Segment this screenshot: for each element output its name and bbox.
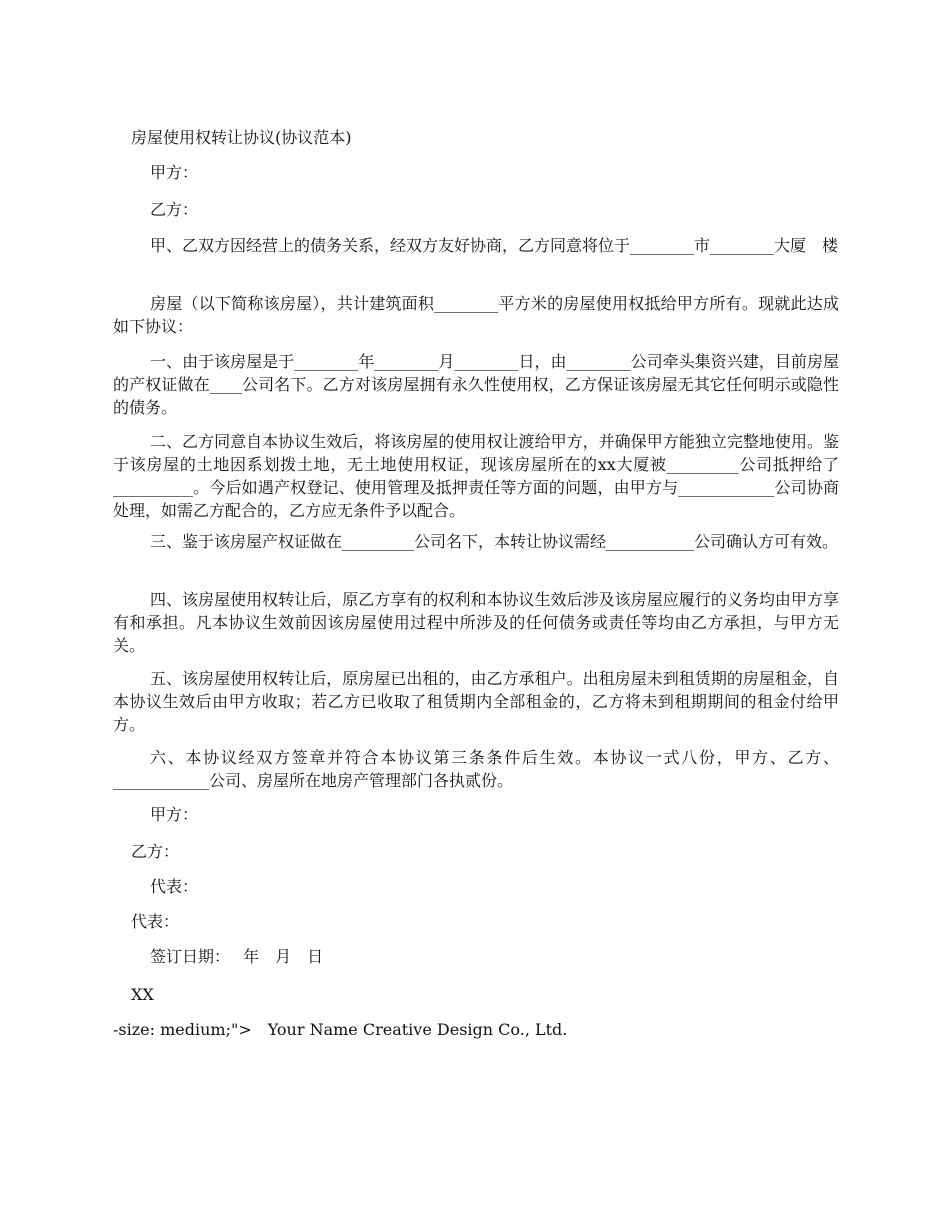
party-b-label: 乙方： [150,200,199,219]
clause-six: 六、本协议经双方签章并符合本协议第三条条件后生效。本协议一式八份，甲方、乙方、____________公司、房屋所在地房产管理部门各执贰份。 [113,748,839,790]
clause-four: 四、该房屋使用权转让后，原乙方享有的权利和本协议生效后涉及该房屋应履行的义务均由甲方享有和承担。凡本协议生效前因该房屋使用过程中所涉及的任何债务或责任等均由乙方承担，与甲方无关。 [113,590,839,655]
clause-three: 三、鉴于该房屋产权证做在_________公司名下，本转让协议需经___________公司确认方可有效。 [150,532,839,551]
representative-a: 代表： [150,877,199,896]
paragraph-intro: 甲、乙双方因经营上的债务关系，经双方友好协商，乙方同意将位于________市________大厦 楼 [150,236,839,255]
document-title: 房屋使用权转让协议(协议范本) [131,128,352,147]
party-a-label: 甲方： [150,163,199,182]
footer-text: -size: medium;"> Your Name Creative Design Co., Ltd. [113,1020,568,1039]
signing-date: 签订日期： 年 月 日 [150,947,324,966]
representative-b: 代表： [131,912,180,931]
paragraph-property: 房屋（以下简称该房屋），共计建筑面积________平方米的房屋使用权抵给甲方所有。现就此达成如下协议： [113,294,839,336]
signature-party-b: 乙方： [131,842,180,861]
clause-two: 二、乙方同意自本协议生效后，将该房屋的使用权让渡给甲方，并确保甲方能独立完整地使用。鉴于该房屋的土地因系划拨土地，无土地使用权证，现该房屋所在的xx大厦被_________公司抵押给了__________。今后如遇产权登记、使用管理及抵押责任等方面的问题，由甲方与____________公司协商处理，如需乙方配合的，乙方应无条件予以配合。 [113,432,839,520]
xx-mark: XX [131,985,154,1004]
clause-five: 五、该房屋使用权转让后，原房屋已出租的，由乙方承租户。出租房屋未到租赁期的房屋租金，自本协议生效后由甲方收取；若乙方已收取了租赁期内全部租金的，乙方将未到租期期间的租金付给甲方。 [113,669,839,734]
clause-one: 一、由于该房屋是于________年________月________日，由________公司牵头集资兴建，目前房屋的产权证做在____公司名下。乙方对该房屋拥有永久性使用权，乙方保证该房屋无其它任何明示或隐性的债务。 [113,352,839,417]
signature-party-a: 甲方： [150,805,199,824]
